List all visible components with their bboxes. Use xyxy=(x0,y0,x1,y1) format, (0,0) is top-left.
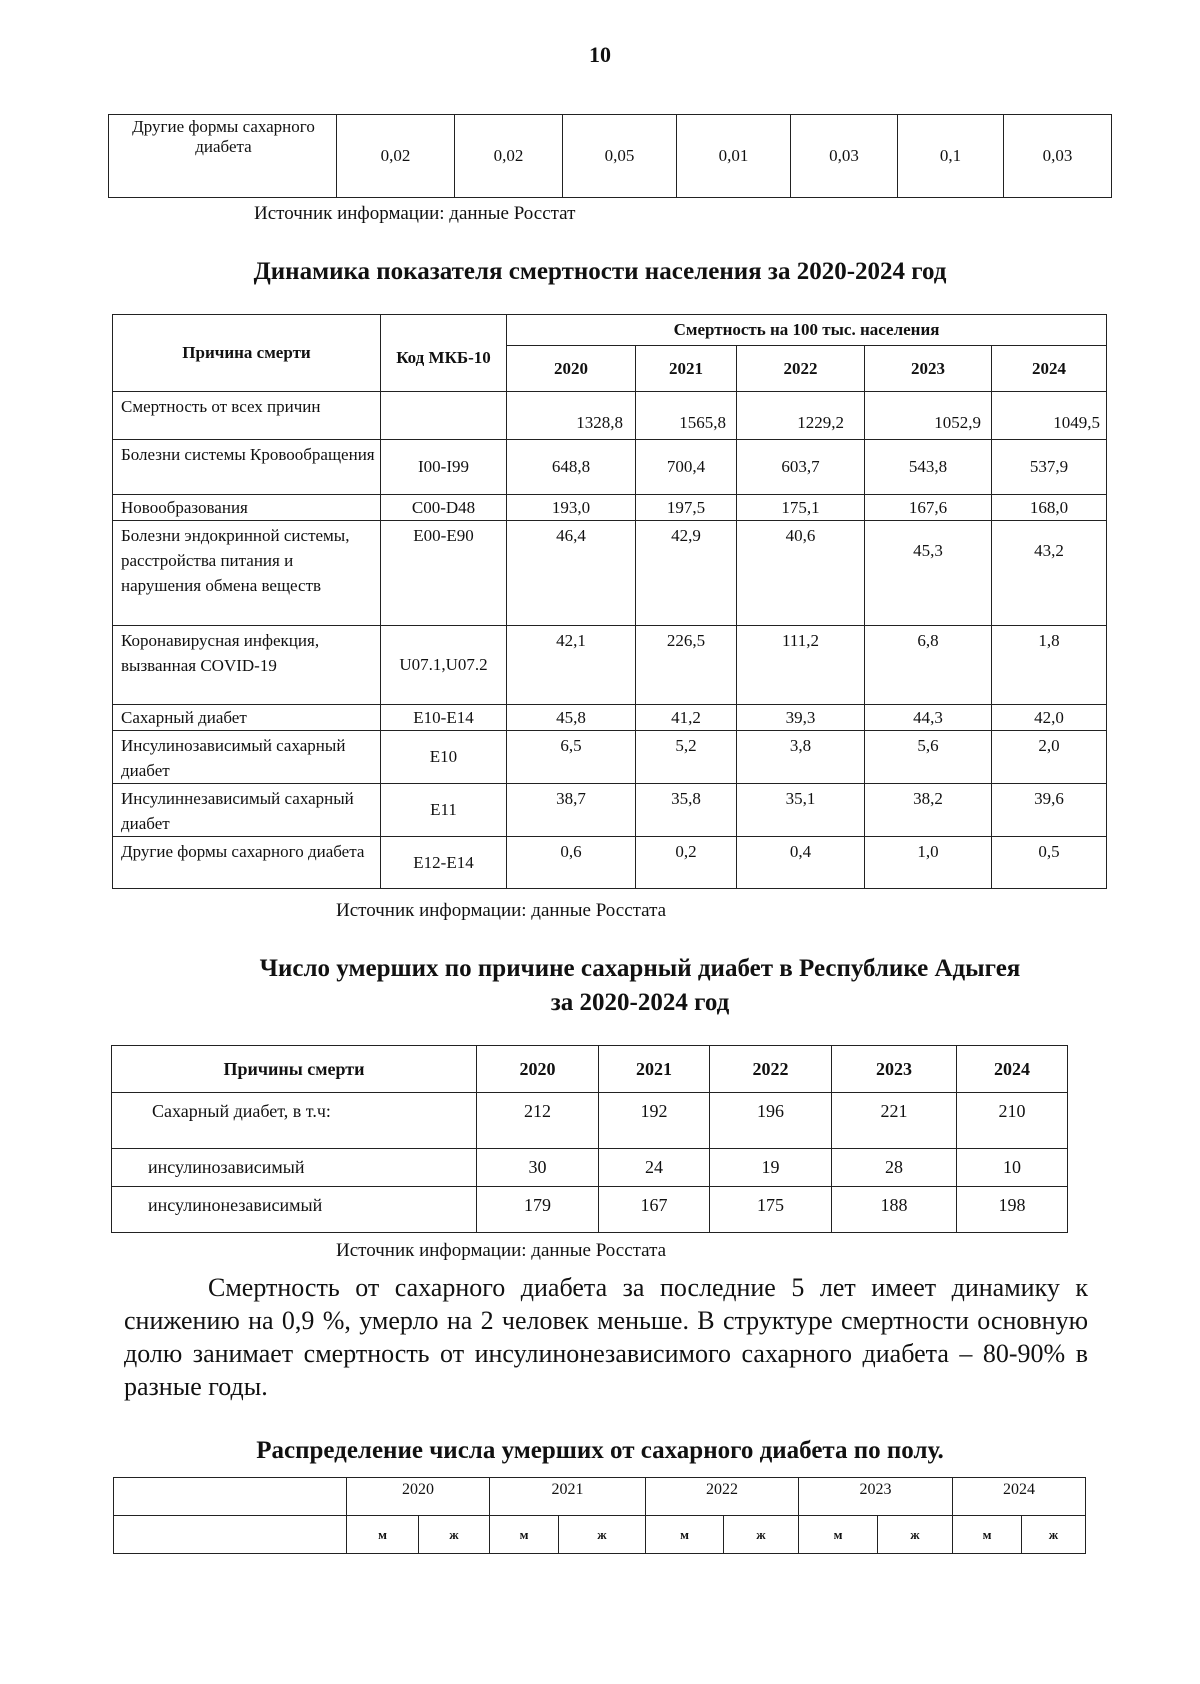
deaths-title-line-2: за 2020-2024 год xyxy=(550,989,730,1016)
cause-cell: Коронавирусная инфекция, вызванная COVID-19 xyxy=(113,626,381,705)
value-cell: 38,2 xyxy=(865,784,992,837)
value-cell: 188 xyxy=(832,1187,957,1233)
code-cell: E12-E14 xyxy=(381,837,507,889)
header-row xyxy=(112,1046,1068,1093)
value-cell: 0,4 xyxy=(737,837,865,889)
value-cell: 0,2 xyxy=(636,837,737,889)
table-row xyxy=(112,1093,1068,1149)
value-cell: 39,6 xyxy=(992,784,1107,837)
year-header: 2020 xyxy=(347,1478,490,1516)
mortality-title: Динамика показателя смертности населения за 2020-2024 год xyxy=(253,258,947,285)
value-cell: 10 xyxy=(957,1149,1068,1187)
value-cell: 1328,8 xyxy=(507,392,636,440)
value-cell: 226,5 xyxy=(636,626,737,705)
table-cell: 0,1 xyxy=(898,115,1004,198)
female-header: ж xyxy=(559,1516,646,1554)
table-cell: 0,05 xyxy=(563,115,677,198)
table-row xyxy=(109,115,1112,198)
year-header: 2022 xyxy=(710,1046,832,1093)
year-header: 2023 xyxy=(832,1046,957,1093)
header-row xyxy=(114,1516,1086,1554)
table-row xyxy=(112,1149,1068,1187)
source-note: Источник информации: данные Росстат xyxy=(254,203,576,224)
table-row xyxy=(113,731,1107,784)
code-cell: E00-E90 xyxy=(381,521,507,626)
cause-cell: инсулинонезависимый xyxy=(112,1187,477,1233)
column-header: Причина смерти xyxy=(113,315,381,392)
code-cell: E11 xyxy=(381,784,507,837)
table-row xyxy=(113,495,1107,521)
page-number: 10 xyxy=(589,42,611,67)
value-cell: 167,6 xyxy=(865,495,992,521)
value-cell: 19 xyxy=(710,1149,832,1187)
value-cell: 2,0 xyxy=(992,731,1107,784)
value-cell: 46,4 xyxy=(507,521,636,626)
summary-paragraph: Смертность от сахарного диабета за последние 5 лет имеет динамику к снижению на 0,9 %, умерло на 2 человек меньше. В структуре смертности основную долю занимает смертность от инсулинонезависимого сахарного диабета – 80-90% в разные годы. xyxy=(124,1273,1088,1401)
deaths-title-line-1: Число умерших по причине сахарный диабет в Республике Адыгея xyxy=(259,955,1021,982)
value-cell: 39,3 xyxy=(737,705,865,731)
cause-cell: Инсулиннезависимый сахарный диабет xyxy=(113,784,381,837)
female-header: ж xyxy=(1022,1516,1086,1554)
value-cell: 537,9 xyxy=(992,440,1107,495)
code-cell xyxy=(381,392,507,440)
cause-cell: инсулинозависимый xyxy=(112,1149,477,1187)
male-header: м xyxy=(799,1516,878,1554)
female-header: ж xyxy=(724,1516,799,1554)
year-header: 2023 xyxy=(799,1478,953,1516)
deaths-table xyxy=(111,1045,1068,1233)
value-cell: 6,8 xyxy=(865,626,992,705)
value-cell: 5,2 xyxy=(636,731,737,784)
value-cell: 192 xyxy=(599,1093,710,1149)
value-cell: 193,0 xyxy=(507,495,636,521)
cause-cell: Новообразования xyxy=(113,495,381,521)
cause-cell: Смертность от всех причин xyxy=(113,392,381,440)
by-sex-table xyxy=(113,1477,1086,1554)
source-note: Источник информации: данные Росстата xyxy=(336,1240,667,1261)
table-cell: 0,02 xyxy=(455,115,563,198)
other-diabetes-table xyxy=(108,114,1112,198)
table-row xyxy=(113,521,1107,626)
column-header: Причины смерти xyxy=(112,1046,477,1093)
value-cell: 24 xyxy=(599,1149,710,1187)
value-cell: 175,1 xyxy=(737,495,865,521)
code-cell: U07.1,U07.2 xyxy=(381,626,507,705)
cause-cell: Другие формы сахарного диабета xyxy=(113,837,381,889)
male-header: м xyxy=(646,1516,724,1554)
value-cell: 1,8 xyxy=(992,626,1107,705)
table-row xyxy=(112,1187,1068,1233)
value-cell: 1565,8 xyxy=(636,392,737,440)
value-cell: 28 xyxy=(832,1149,957,1187)
header-row xyxy=(113,315,1107,346)
value-cell: 198 xyxy=(957,1187,1068,1233)
year-header: 2021 xyxy=(636,346,737,392)
code-cell: E10-E14 xyxy=(381,705,507,731)
value-cell: 1052,9 xyxy=(865,392,992,440)
value-cell: 35,8 xyxy=(636,784,737,837)
by-sex-title: Распределение числа умерших от сахарного диабета по полу. xyxy=(256,1437,944,1464)
year-header: 2022 xyxy=(737,346,865,392)
value-cell: 1049,5 xyxy=(992,392,1107,440)
value-cell: 42,1 xyxy=(507,626,636,705)
value-cell: 40,6 xyxy=(737,521,865,626)
header-row xyxy=(114,1478,1086,1516)
table-row xyxy=(113,440,1107,495)
cause-cell: Сахарный диабет, в т.ч: xyxy=(112,1093,477,1149)
empty-cell xyxy=(114,1516,347,1554)
value-cell: 5,6 xyxy=(865,731,992,784)
male-header: м xyxy=(347,1516,419,1554)
row-label: Другие формы сахарного диабета xyxy=(109,115,337,198)
female-header: ж xyxy=(878,1516,953,1554)
year-header: 2024 xyxy=(992,346,1107,392)
value-cell: 6,5 xyxy=(507,731,636,784)
value-cell: 168,0 xyxy=(992,495,1107,521)
female-header: ж xyxy=(419,1516,490,1554)
column-header: Код МКБ-10 xyxy=(381,315,507,392)
value-cell: 196 xyxy=(710,1093,832,1149)
year-header: 2024 xyxy=(957,1046,1068,1093)
year-header: 2020 xyxy=(507,346,636,392)
value-cell: 45,8 xyxy=(507,705,636,731)
value-cell: 111,2 xyxy=(737,626,865,705)
value-cell: 43,2 xyxy=(992,521,1107,626)
value-cell: 543,8 xyxy=(865,440,992,495)
value-cell: 35,1 xyxy=(737,784,865,837)
table-cell: 0,02 xyxy=(337,115,455,198)
value-cell: 197,5 xyxy=(636,495,737,521)
value-cell: 700,4 xyxy=(636,440,737,495)
deaths-title xyxy=(200,952,1080,1020)
value-cell: 38,7 xyxy=(507,784,636,837)
cause-cell: Инсулинозависимый сахарный диабет xyxy=(113,731,381,784)
year-header: 2020 xyxy=(477,1046,599,1093)
code-cell: E10 xyxy=(381,731,507,784)
value-cell: 30 xyxy=(477,1149,599,1187)
column-header: Смертность на 100 тыс. населения xyxy=(507,315,1107,346)
code-cell: I00-I99 xyxy=(381,440,507,495)
table-cell: 0,03 xyxy=(791,115,898,198)
value-cell: 210 xyxy=(957,1093,1068,1149)
table-cell: 0,01 xyxy=(677,115,791,198)
value-cell: 42,9 xyxy=(636,521,737,626)
value-cell: 0,5 xyxy=(992,837,1107,889)
male-header: м xyxy=(953,1516,1022,1554)
male-header: м xyxy=(490,1516,559,1554)
value-cell: 221 xyxy=(832,1093,957,1149)
source-note: Источник информации: данные Росстата xyxy=(336,900,667,921)
value-cell: 45,3 xyxy=(865,521,992,626)
empty-cell xyxy=(114,1478,347,1516)
table-row xyxy=(113,392,1107,440)
year-header: 2024 xyxy=(953,1478,1086,1516)
table-row xyxy=(113,784,1107,837)
value-cell: 1229,2 xyxy=(737,392,865,440)
value-cell: 648,8 xyxy=(507,440,636,495)
value-cell: 1,0 xyxy=(865,837,992,889)
value-cell: 175 xyxy=(710,1187,832,1233)
mortality-table xyxy=(112,314,1107,889)
value-cell: 44,3 xyxy=(865,705,992,731)
value-cell: 41,2 xyxy=(636,705,737,731)
year-header: 2021 xyxy=(599,1046,710,1093)
code-cell: C00-D48 xyxy=(381,495,507,521)
table-row xyxy=(113,705,1107,731)
cause-cell: Болезни системы Кровообращения xyxy=(113,440,381,495)
value-cell: 167 xyxy=(599,1187,710,1233)
year-header: 2021 xyxy=(490,1478,646,1516)
table-row xyxy=(113,626,1107,705)
value-cell: 3,8 xyxy=(737,731,865,784)
value-cell: 0,6 xyxy=(507,837,636,889)
year-header: 2022 xyxy=(646,1478,799,1516)
table-row xyxy=(113,837,1107,889)
value-cell: 179 xyxy=(477,1187,599,1233)
value-cell: 42,0 xyxy=(992,705,1107,731)
value-cell: 212 xyxy=(477,1093,599,1149)
year-header: 2023 xyxy=(865,346,992,392)
cause-cell: Болезни эндокринной системы, расстройства питания и нарушения обмена веществ xyxy=(113,521,381,626)
table-cell: 0,03 xyxy=(1004,115,1112,198)
value-cell: 603,7 xyxy=(737,440,865,495)
cause-cell: Сахарный диабет xyxy=(113,705,381,731)
